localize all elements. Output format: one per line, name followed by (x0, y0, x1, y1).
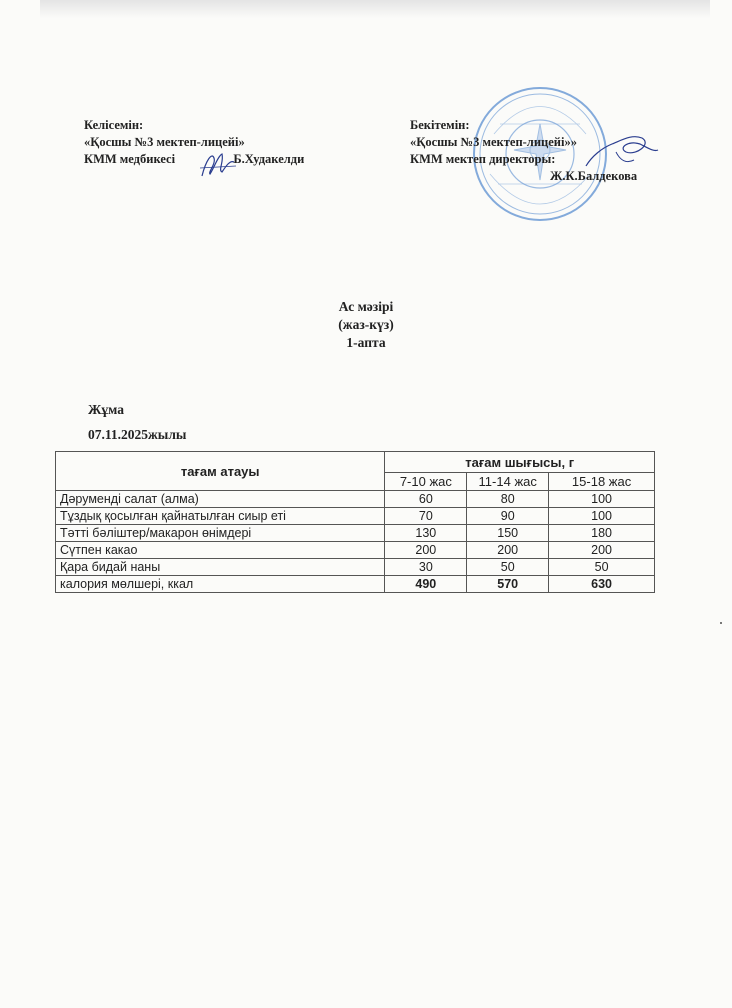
agreed-label: Келісемін: (84, 118, 144, 132)
agreed-signatory (84, 151, 304, 168)
table-row (56, 491, 655, 508)
dish-value: 200 (549, 542, 655, 559)
menu-title-main: Ас мәзірі (338, 299, 394, 314)
agreed-name: Б.Худакелди (233, 152, 305, 166)
agreed-role: КММ медбикесі (84, 152, 176, 166)
age-group-2: 11-14 жас (467, 473, 549, 491)
age-group-1: 7-10 жас (385, 473, 467, 491)
dish-name: Тұздық қосылған қайнатылған сиыр еті (56, 508, 385, 525)
dish-value: 100 (549, 508, 655, 525)
table-header-row (56, 452, 655, 473)
scan-speck (720, 622, 722, 624)
total-value: 630 (549, 576, 655, 593)
approved-role: КММ мектеп директоры: (410, 152, 556, 166)
header-output: тағам шығысы, г (385, 452, 655, 473)
dish-value: 30 (385, 559, 467, 576)
dish-value: 80 (467, 491, 549, 508)
table-row (56, 525, 655, 542)
dish-value: 130 (385, 525, 467, 542)
table-row (56, 542, 655, 559)
nurse-signature-icon (196, 148, 240, 180)
header-dish-name: тағам атауы (56, 452, 385, 491)
dish-value: 100 (549, 491, 655, 508)
menu-title-season: (жаз-күз) (338, 317, 394, 332)
dish-name: Тәтті бәліштер/макарон өнімдері (56, 525, 385, 542)
dish-name: Сүтпен какао (56, 542, 385, 559)
age-group-3: 15-18 жас (549, 473, 655, 491)
dish-value: 150 (467, 525, 549, 542)
menu-date: 07.11.2025жылы (88, 427, 187, 442)
dish-value: 50 (467, 559, 549, 576)
director-signature-icon (582, 130, 660, 170)
dish-value: 180 (549, 525, 655, 542)
menu-day: Жұма (88, 402, 124, 417)
agreed-org: «Қосшы №3 мектеп-лицейі» (84, 135, 245, 149)
total-label: калория мөлшері, ккал (56, 576, 385, 593)
approved-org: «Қосшы №3 мектеп-лицейі»» (410, 135, 577, 149)
dish-value: 200 (467, 542, 549, 559)
dish-value: 60 (385, 491, 467, 508)
approved-name: Ж.К.Балдекова (550, 169, 638, 183)
dish-name: Қара бидай наны (56, 559, 385, 576)
dish-value: 70 (385, 508, 467, 525)
menu-title-week: 1-апта (346, 335, 386, 350)
scan-edge-shadow (40, 0, 710, 18)
dish-value: 90 (467, 508, 549, 525)
menu-table (55, 451, 655, 593)
table-total-row (56, 576, 655, 593)
dish-name: Дәрумендi салат (алма) (56, 491, 385, 508)
dish-value: 200 (385, 542, 467, 559)
total-value: 490 (385, 576, 467, 593)
dish-value: 50 (549, 559, 655, 576)
table-row (56, 559, 655, 576)
approved-label: Бекітемін: (410, 118, 470, 132)
table-row (56, 508, 655, 525)
agreed-block (84, 117, 304, 168)
menu-title (0, 298, 732, 352)
total-value: 570 (467, 576, 549, 593)
